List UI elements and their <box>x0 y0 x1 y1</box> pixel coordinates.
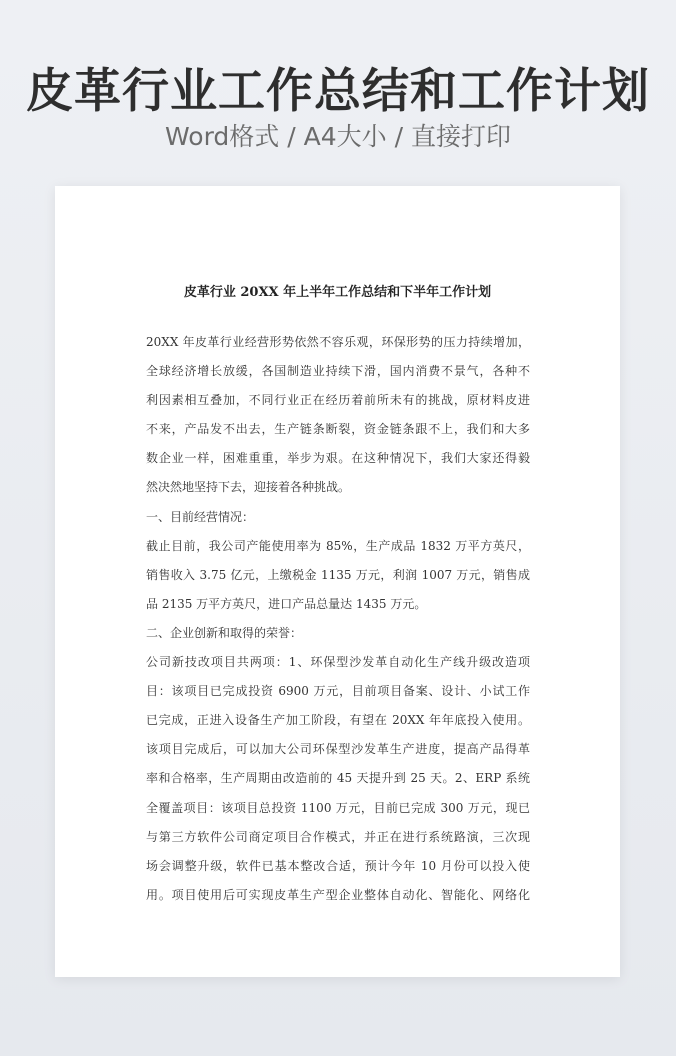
banner-subtitle: Word格式 / A4大小 / 直接打印 <box>165 122 511 151</box>
paragraph-line: 然决然地坚持下去，迎接着各种挑战。 <box>146 480 351 495</box>
paragraph-line: 利因素相互叠加，不同行业正在经历着前所未有的挑战，原材料皮进 <box>146 393 530 408</box>
paragraph-line: 截止目前，我公司产能使用率为 85%，生产成品 1832 万平方英尺， <box>146 538 530 553</box>
paragraph-line: 20XX 年皮革行业经营形势依然不容乐观，环保形势的压力持续增加， <box>146 335 530 349</box>
paragraph-line: 不来，产品发不出去，生产链条断裂，资金链条跟不上，我们和大多 <box>146 422 530 437</box>
paragraph-line: 销售收入 3.75 亿元，上缴税金 1135 万元，利润 1007 万元，销售成 <box>146 567 530 582</box>
banner-title: 皮革行业工作总结和工作计划 <box>26 64 650 119</box>
document-body <box>146 328 530 910</box>
document-title: 皮革行业 20XX 年上半年工作总结和下半年工作计划 <box>183 285 492 300</box>
paragraph-line: 公司新技改项目共两项：1、环保型沙发革自动化生产线升级改造项 <box>146 655 530 670</box>
section-heading: 二、企业创新和取得的荣誉： <box>146 625 303 640</box>
paragraph-line: 品 2135 万平方英尺，进口产品总量达 1435 万元。 <box>146 596 427 611</box>
section-heading: 一、目前经营情况： <box>146 509 255 524</box>
paragraph-line: 已完成，正进入设备生产加工阶段，有望在 20XX 年年底投入使用。 <box>146 713 530 728</box>
paragraph-line: 全覆盖项目：该项目总投资 1100 万元，目前已完成 300 万元，现已 <box>146 800 530 815</box>
paragraph-line: 该项目完成后，可以加大公司环保型沙发革生产进度，提高产品得革 <box>146 742 530 757</box>
document-page <box>55 186 620 977</box>
paragraph-line: 数企业一样，困难重重，举步为艰。在这种情况下，我们大家还得毅 <box>146 451 530 466</box>
paragraph-line: 全球经济增长放缓，各国制造业持续下滑，国内消费不景气，各种不 <box>146 364 530 379</box>
paragraph-line: 目：该项目已完成投资 6900 万元，目前项目备案、设计、小试工作 <box>146 684 530 699</box>
paragraph-line: 场会调整升级，软件已基本整改合适，预计今年 10 月份可以投入使 <box>146 858 530 873</box>
paragraph-line: 用。项目使用后可实现皮革生产型企业整体自动化、智能化、网络化 <box>146 887 530 902</box>
paragraph-line: 率和合格率，生产周期由改造前的 45 天提升到 25 天。2、ERP 系统 <box>146 771 530 786</box>
paragraph-line: 与第三方软件公司商定项目合作模式，并正在进行系统路演，三次现 <box>146 829 530 844</box>
